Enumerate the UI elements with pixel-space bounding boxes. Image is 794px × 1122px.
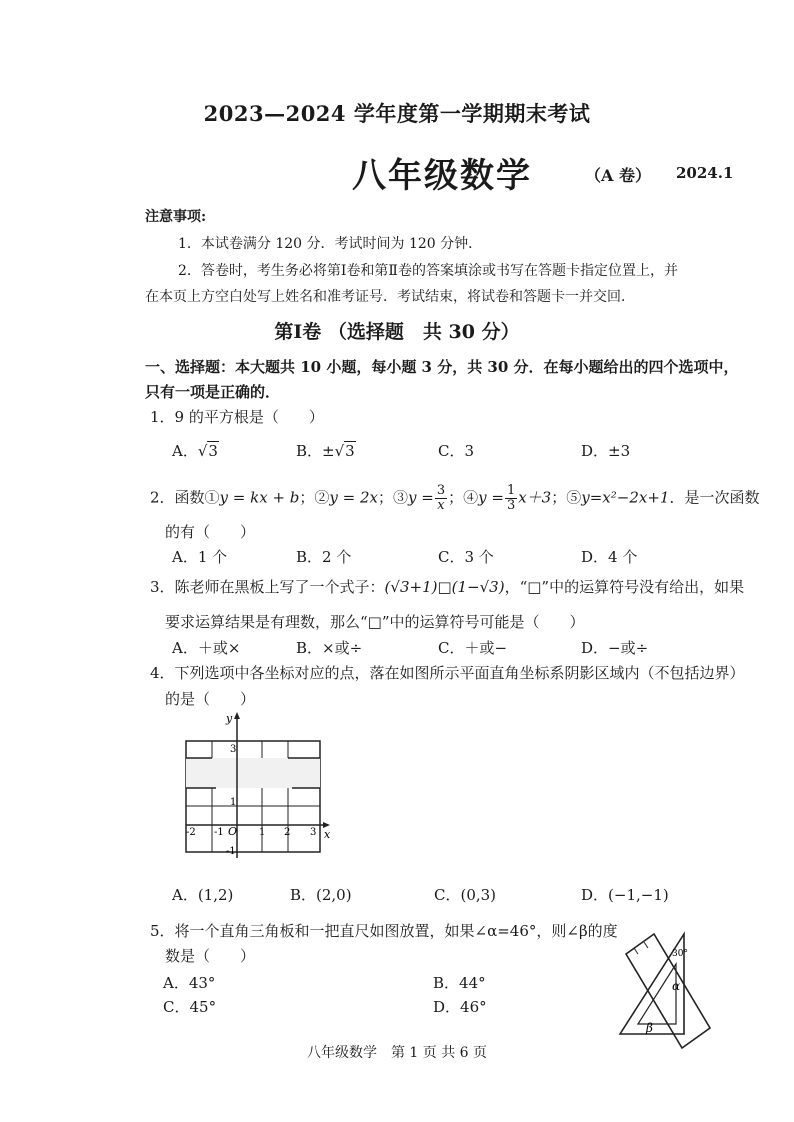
q1-option-d: D．±3	[581, 442, 631, 460]
q5-option-d: D．46°	[433, 998, 487, 1016]
notes-item-1: 1．本试卷满分 120 分．考试时间为 120 分钟．	[178, 236, 483, 252]
subject-title: 八年级数学	[352, 156, 532, 196]
exam-title: 2023—2024 学年度第一学期期末考试	[203, 101, 591, 126]
y-tick-label: 3	[230, 744, 237, 755]
q3-expression: (√3+1)□(1−√3)	[384, 578, 505, 596]
notes-heading: 注意事项:	[145, 209, 207, 225]
beta-label: β	[646, 1021, 653, 1035]
q3-stem-line-1: 3．陈老师在黑板上写了一个式子：(√3+1)□(1−√3)，“□”中的运算符号没有给出，如果	[150, 578, 745, 596]
y-tick-label: 1	[230, 797, 237, 808]
q1-option-a: A．√3	[172, 442, 218, 460]
origin-label: O	[228, 825, 238, 838]
q5-option-b: B．44°	[433, 974, 486, 992]
y-axis-label: y	[226, 712, 233, 725]
q3-stem-line-2: 要求运算结果是有理数，那么“□”中的运算符号可能是（ ）	[165, 613, 585, 631]
x-tick-label: 3	[310, 827, 317, 838]
ruler-shape	[626, 934, 710, 1048]
q1-option-b: B．±√3	[296, 442, 355, 460]
section-instruction-line-1: 一、选择题：本大题共 10 小题，每小题 3 分，共 30 分．在每小题给出的四个选项中，	[145, 358, 739, 376]
x-tick-label: -1	[214, 827, 224, 838]
q3-option-b: B．×或÷	[296, 639, 363, 657]
graph-blank-band	[186, 758, 320, 788]
q4-stem-line-2: 的是（ ）	[165, 690, 256, 708]
q2-option-c: C．3 个	[438, 548, 494, 566]
q4-option-d: D．(−1,−1)	[581, 886, 669, 904]
notes-item-2-line-2: 在本页上方空白处写上姓名和准考证号．考试结束，将试卷和答题卡一并交回．	[145, 289, 635, 305]
q5-stem-line-1: 5．将一个直角三角板和一把直尺如图放置，如果∠α=46°，则∠β的度	[150, 922, 618, 940]
paper-version: （A 卷）	[585, 166, 651, 185]
q2-stem-line-1: 2．函数①y = kx + b；②y = 2x；③y = $\frac{3}{x}$ ；④y = $\frac{1}{3}$ x＋3；⑤y=x²−2x+1．是一次函数	[150, 483, 760, 513]
x-tick-label: 1	[259, 827, 266, 838]
q2-option-d: D．4 个	[581, 548, 638, 566]
x-tick-label: -2	[186, 827, 196, 838]
q5-option-c: C．45°	[163, 998, 217, 1016]
figure-angle-label: 30°	[672, 949, 688, 959]
notes-item-2-line-1: 2．答卷时，考生务必将第Ⅰ卷和第Ⅱ卷的答案填涂或书写在答题卡指定位置上，并	[178, 263, 678, 279]
page-footer: 八年级数学 第 1 页 共 6 页	[306, 1045, 488, 1061]
q4-stem-line-1: 4．下列选项中各坐标对应的点，落在如图所示平面直角坐标系阴影区域内（不包括边界）	[150, 664, 745, 682]
q1-stem: 1．9 的平方根是（ ）	[150, 408, 324, 426]
q5-stem-line-2: 数是（ ）	[165, 947, 256, 965]
q4-option-c: C．(0,3)	[434, 886, 497, 904]
q4-option-a: A．(1,2)	[172, 886, 234, 904]
x-tick-label: 2	[284, 827, 291, 838]
q3-option-c: C．＋或−	[438, 639, 508, 657]
q4-coordinate-graph	[176, 708, 336, 864]
section-instruction-line-2: 只有一项是正确的．	[145, 383, 281, 401]
q5-option-a: A．43°	[163, 974, 216, 992]
alpha-label: α	[672, 979, 681, 993]
x-axis-label: x	[324, 828, 331, 841]
q3-option-d: D．−或÷	[581, 639, 649, 657]
section-title: 第Ⅰ卷 （选择题 共 30 分）	[274, 321, 520, 343]
q1-option-c: C．3	[438, 442, 475, 460]
q3-option-a: A．＋或×	[172, 639, 241, 657]
q2-option-b: B．2 个	[296, 548, 352, 566]
q5-triangle-ruler-figure	[598, 924, 720, 1058]
q2-option-a: A．1 个	[172, 548, 228, 566]
q4-option-b: B．(2,0)	[290, 886, 352, 904]
exam-date: 2024.1	[676, 164, 734, 182]
q2-stem-line-2: 的有（ ）	[165, 523, 256, 541]
y-tick-label: -1	[226, 846, 236, 857]
